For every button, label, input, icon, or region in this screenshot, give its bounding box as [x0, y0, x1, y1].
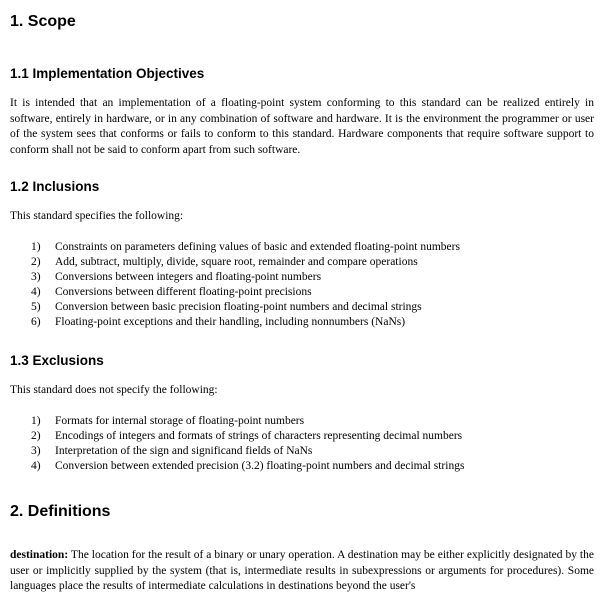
list-item-text: Conversions between different floating-point precisions — [55, 286, 312, 298]
definition-term: destination: — [10, 549, 69, 561]
list-item-number: 4) — [31, 460, 41, 472]
definition-text: The location for the result of a binary or unary operation. A destination may be either explicitly designated by the user or implicitly supplied by the system (that is, intermediate results in subexpressions or arguments for procedures). Some languages place the results of intermediate calculations in destinations beyond the user's — [10, 549, 594, 592]
list-item — [31, 300, 460, 315]
list-item — [31, 444, 464, 459]
list-item-text: Floating-point exceptions and their handling, including nonnumbers (NaNs) — [55, 316, 406, 328]
list-item — [31, 270, 460, 285]
list-item-number: 1) — [31, 241, 41, 253]
list-item-text: Conversion between basic precision floating-point numbers and decimal strings — [55, 301, 422, 313]
list-item-number: 6) — [31, 316, 41, 328]
list-item-text: Conversion between extended precision (3.2) floating-point numbers and decimal strings — [55, 460, 465, 472]
list-item-text: Add, subtract, multiply, divide, square root, remainder and compare operations — [55, 256, 418, 268]
list-item-number: 5) — [31, 301, 41, 313]
section-heading-scope: 1. Scope — [10, 13, 76, 30]
section-heading-exclusions: 1.3 Exclusions — [10, 353, 104, 368]
list-item-number: 2) — [31, 256, 41, 268]
list-item-number: 1) — [31, 415, 41, 427]
list-item-number: 4) — [31, 286, 41, 298]
section-heading-definitions: 2. Definitions — [10, 503, 111, 520]
exclusions-list — [31, 414, 464, 474]
implementation-objectives-paragraph: It is intended that an implementation of a floating-point system conforming to this standard can be realized entirely in software, entirely in hardware, or in any combination of software and hardware. It is the environment the programmer or user of the system sees that conforms or fails to conform to this standard. Hardware components that require software support to conform shall not be said to conform apart from such software. — [10, 97, 594, 156]
list-item-number: 3) — [31, 445, 41, 457]
list-item-text: Constraints on parameters defining values of basic and extended floating-point numbers — [55, 241, 460, 253]
list-item — [31, 255, 460, 270]
list-item-text: Interpretation of the sign and significand fields of NaNs — [55, 445, 313, 457]
list-item — [31, 414, 464, 429]
inclusions-list — [31, 240, 460, 330]
inclusions-intro: This standard specifies the following: — [10, 210, 184, 222]
list-item-number: 2) — [31, 430, 41, 442]
list-item-text: Encodings of integers and formats of strings of characters representing decimal numbers — [55, 430, 463, 442]
list-item — [31, 459, 464, 474]
section-heading-inclusions: 1.2 Inclusions — [10, 179, 100, 194]
list-item — [31, 315, 460, 330]
list-item-text: Formats for internal storage of floating-point numbers — [55, 415, 305, 427]
list-item — [31, 429, 464, 444]
list-item — [31, 240, 460, 255]
list-item — [31, 285, 460, 300]
list-item-number: 3) — [31, 271, 41, 283]
exclusions-intro: This standard does not specify the following: — [10, 384, 218, 396]
definition-destination — [10, 548, 594, 595]
list-item-text: Conversions between integers and floating-point numbers — [55, 271, 322, 283]
section-heading-implementation-objectives: 1.1 Implementation Objectives — [10, 66, 205, 81]
